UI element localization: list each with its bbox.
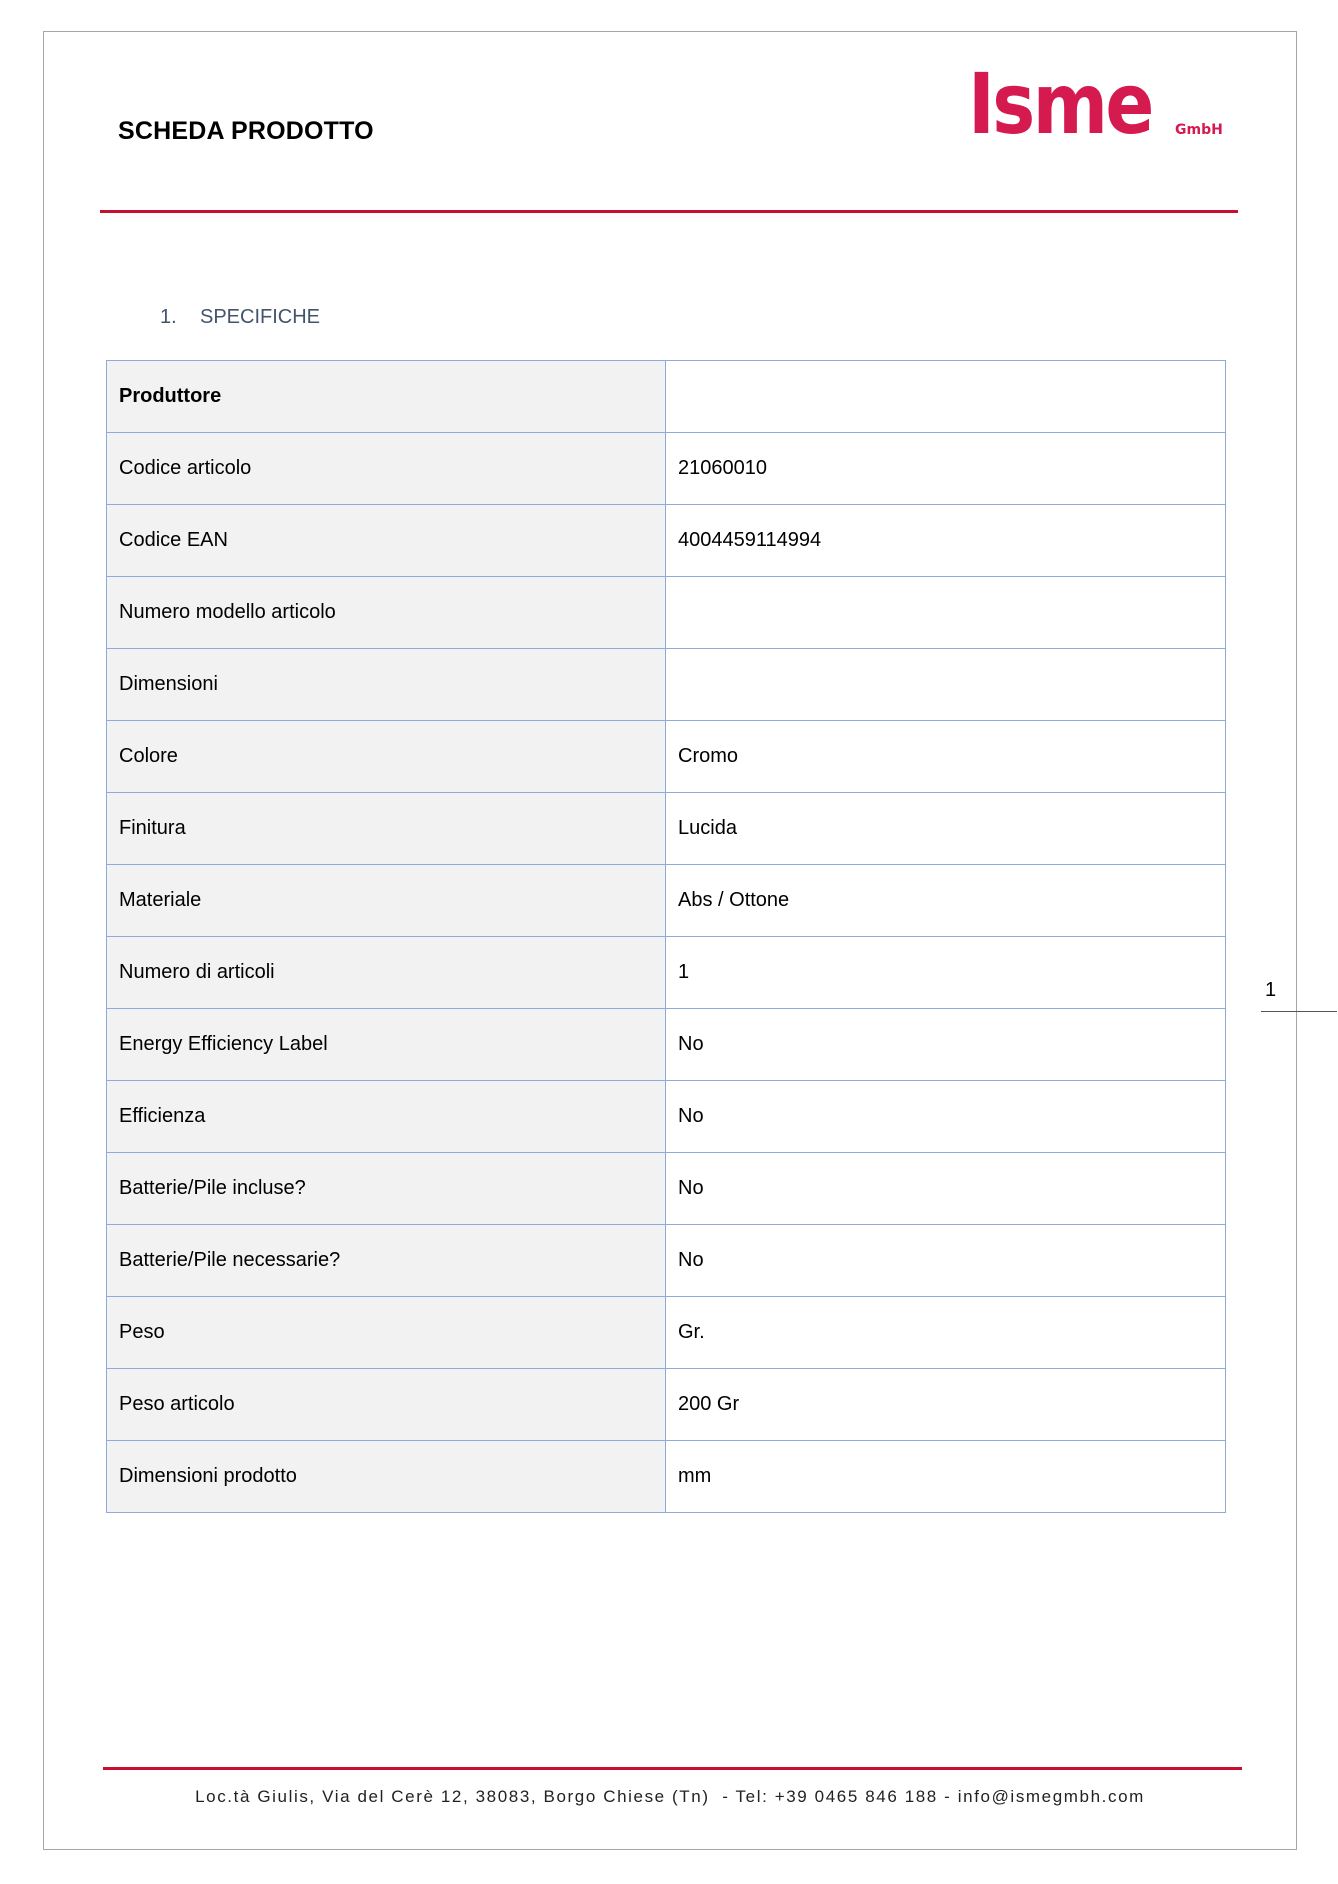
spec-row [107,937,1226,1009]
spec-value [666,649,1226,721]
spec-row [107,793,1226,865]
spec-value: 200 Gr [666,1369,1226,1441]
spec-label: Batterie/Pile necessarie? [107,1225,666,1297]
spec-value: 21060010 [666,433,1226,505]
spec-label: Numero modello articolo [107,577,666,649]
spec-table [106,360,1226,1513]
spec-row [107,1297,1226,1369]
footer-divider [103,1767,1242,1770]
spec-row [107,1225,1226,1297]
spec-label: Produttore [107,361,666,433]
spec-row [107,649,1226,721]
spec-row [107,1441,1226,1513]
spec-label: Codice EAN [107,505,666,577]
spec-row [107,361,1226,433]
spec-value: No [666,1081,1226,1153]
spec-label: Dimensioni prodotto [107,1441,666,1513]
spec-value [666,361,1226,433]
spec-value [666,577,1226,649]
spec-label: Peso [107,1297,666,1369]
document-title: SCHEDA PRODOTTO [118,117,374,145]
logo-suffix: GmbH [1175,122,1223,138]
spec-label: Batterie/Pile incluse? [107,1153,666,1225]
spec-row [107,721,1226,793]
spec-label: Energy Efficiency Label [107,1009,666,1081]
section-title: SPECIFICHE [200,306,321,328]
spec-value: Abs / Ottone [666,865,1226,937]
spec-value: Lucida [666,793,1226,865]
spec-label: Peso articolo [107,1369,666,1441]
logo-name: Isme [968,55,1152,153]
spec-row [107,1081,1226,1153]
spec-row [107,1369,1226,1441]
spec-value: No [666,1153,1226,1225]
spec-value: mm [666,1441,1226,1513]
company-logo [968,55,1228,158]
spec-row [107,1009,1226,1081]
spec-value: Cromo [666,721,1226,793]
spec-value: No [666,1225,1226,1297]
header-divider [100,210,1238,213]
spec-label: Colore [107,721,666,793]
spec-row [107,1153,1226,1225]
spec-label: Materiale [107,865,666,937]
spec-row [107,865,1226,937]
section-number: 1. [160,306,177,328]
spec-row [107,505,1226,577]
spec-value: No [666,1009,1226,1081]
spec-label: Finitura [107,793,666,865]
spec-label: Dimensioni [107,649,666,721]
spec-row [107,577,1226,649]
spec-label: Numero di articoli [107,937,666,1009]
spec-row [107,433,1226,505]
spec-value: 1 [666,937,1226,1009]
section-heading [160,306,320,329]
footer-contact: Loc.tà Giulis, Via del Cerè 12, 38083, Borgo Chiese (Tn) - Tel: +39 0465 846 188 - info@ismegmbh.com [195,1787,1145,1806]
page-number-line [1261,1011,1337,1012]
spec-value: 4004459114994 [666,505,1226,577]
spec-label: Codice articolo [107,433,666,505]
spec-value: Gr. [666,1297,1226,1369]
spec-label: Efficienza [107,1081,666,1153]
page-number: 1 [1265,979,1277,1001]
